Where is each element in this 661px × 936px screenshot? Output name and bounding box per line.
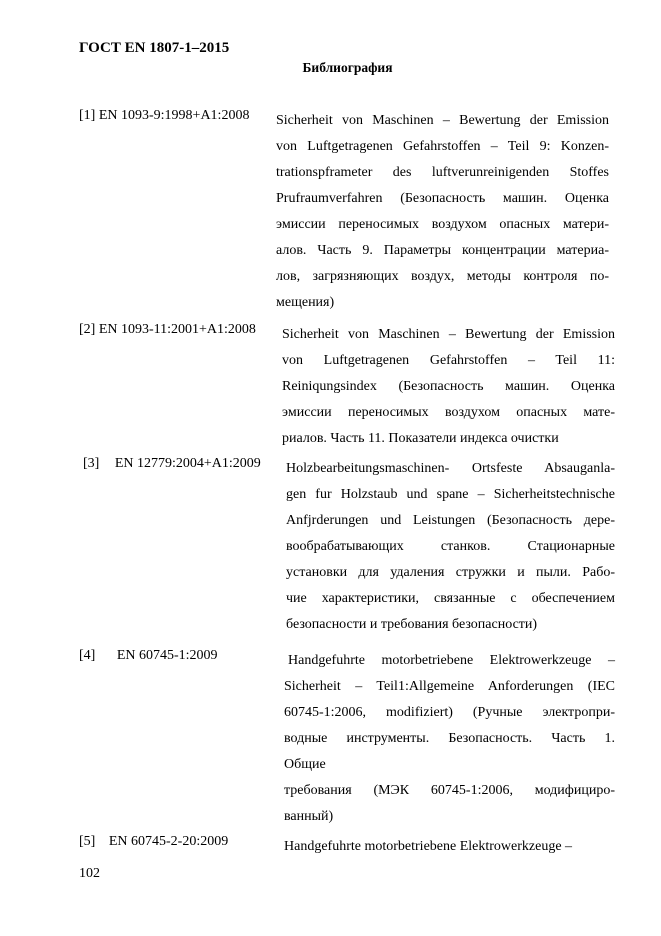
reference-text [286, 456, 615, 638]
reference-number: [4] [79, 648, 96, 663]
document-code: ГОСТ EN 1807-1–2015 [79, 40, 230, 56]
reference-head [79, 648, 218, 664]
reference-code: EN 12779:2004+A1:2009 [114, 456, 261, 471]
reference-line: Общие [284, 757, 326, 772]
reference-head [79, 108, 249, 124]
reference-line: эмиссии переносимых воздухом опасных мате- [282, 405, 615, 420]
reference-line: алов. Часть 9. Параметры концентрации материа- [276, 243, 609, 258]
reference-text [282, 322, 615, 452]
reference-code: EN 1093-11:2001+A1:2008 [98, 322, 256, 337]
reference-code: EN 60745-2-20:2009 [108, 834, 229, 849]
reference-code: EN 60745-1:2009 [116, 648, 218, 663]
reference-line: Sicherheit von Maschinen – Bewertung der Emission [276, 113, 609, 128]
reference-line: Reiniqungsindex (Безопасность машин. Оценка [282, 379, 615, 394]
reference-head [79, 456, 261, 472]
reference-line: требования (МЭК 60745-1:2006, модифициро- [284, 783, 615, 798]
reference-number: [5] [79, 834, 96, 849]
reference-line: Handgefuhrte motorbetriebene Elektrowerkzeuge – [288, 653, 615, 668]
page-number: 102 [79, 866, 100, 881]
reference-line: gen fur Holzstaub und spane – Sicherheitstechnische [286, 487, 615, 502]
reference-line: Handgefuhrte motorbetriebene Elektrowerkzeuge – [284, 839, 573, 854]
reference-line: von Luftgetragenen Gefahrstoffen – Teil 9: Konzen- [276, 139, 609, 154]
reference-head [79, 834, 228, 850]
reference-line: риалов. Часть 11. Показатели индекса очистки [282, 431, 559, 446]
reference-line: безопасности и требования безопасности) [286, 617, 538, 632]
reference-line: trationspframeter des luftverunreinigenden Stoffes [276, 165, 609, 180]
reference-line: Anfjrderungen und Leistungen (Безопасность дере- [286, 513, 615, 528]
reference-text [284, 834, 615, 860]
bibliography-title: Библиография [302, 60, 393, 75]
reference-line: установки для удаления стружки и пыли. Рабо- [286, 565, 615, 580]
reference-line: вообрабатывающих станков. Стационарные [286, 539, 615, 554]
reference-number: [1] [79, 108, 96, 123]
reference-line: Sicherheit von Maschinen – Bewertung der Emission [282, 327, 615, 342]
reference-line: von Luftgetragenen Gefahrstoffen – Teil 11: [282, 353, 615, 368]
reference-number: [3] [83, 456, 100, 471]
reference-line: чие характеристики, связанные с обеспечением [286, 591, 615, 606]
reference-line: лов, загрязняющих воздух, методы контроля по- [276, 269, 609, 284]
reference-line: эмиссии переносимых воздухом опасных матери- [276, 217, 609, 232]
reference-text [276, 108, 609, 316]
reference-head [79, 322, 256, 338]
reference-code: EN 1093-9:1998+A1:2008 [98, 108, 250, 123]
reference-line: ванный) [284, 809, 334, 824]
reference-line: мещения) [276, 295, 335, 310]
reference-line: водные инструменты. Безопасность. Часть 1. [284, 731, 615, 746]
reference-line: Sicherheit – Teil1:Allgemeine Anforderungen (IEC [284, 679, 615, 694]
reference-text [284, 648, 615, 830]
reference-line: Prufraumverfahren (Безопасность машин. Оценка [276, 191, 609, 206]
reference-line: 60745-1:2006, modifiziert) (Ручные электропри- [284, 705, 615, 720]
reference-line: Holzbearbeitungsmaschinen- Ortsfeste Absauganla- [286, 461, 615, 476]
reference-number: [2] [79, 322, 96, 337]
